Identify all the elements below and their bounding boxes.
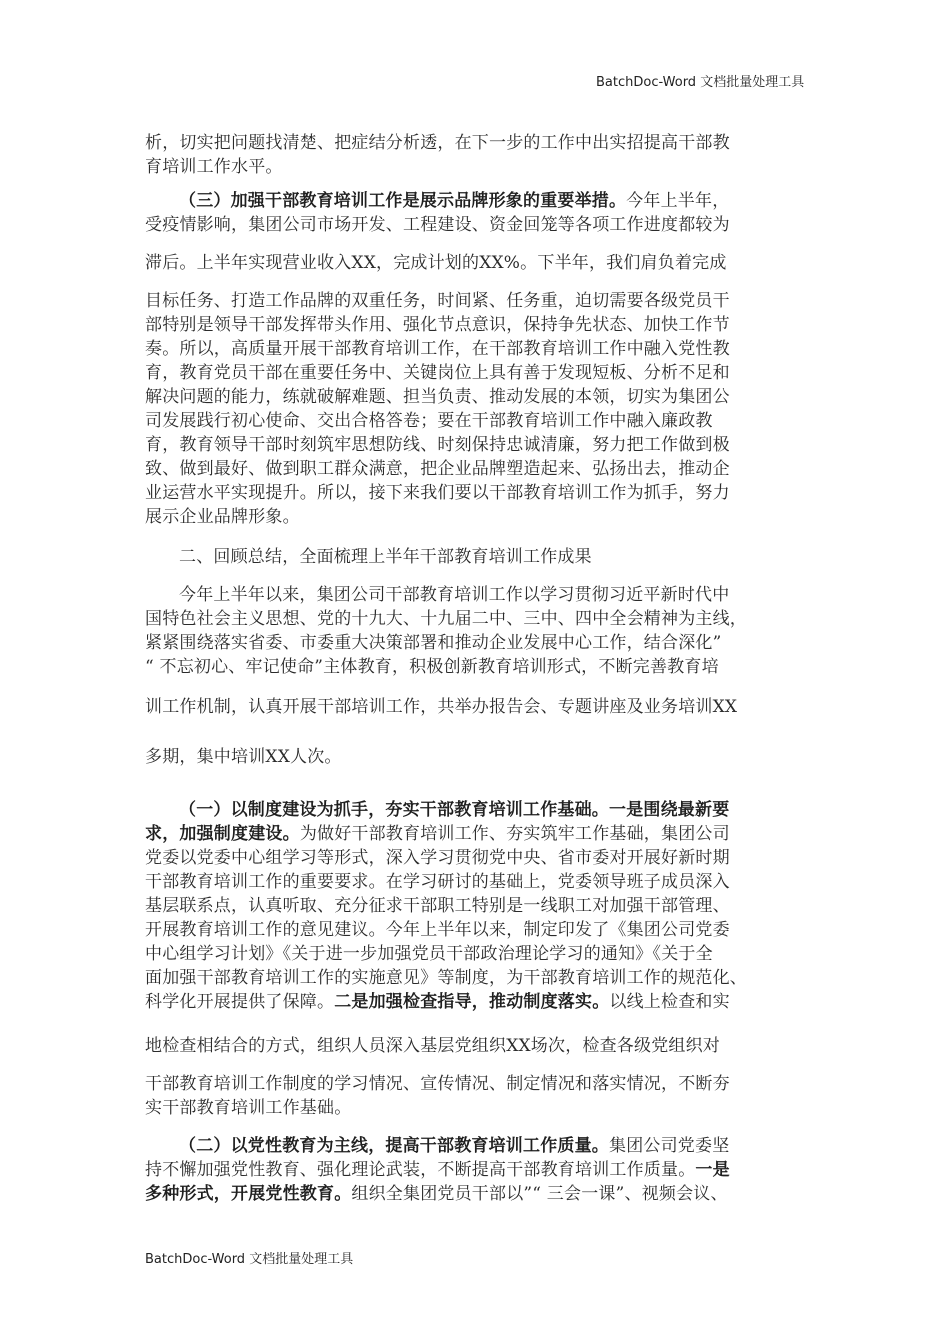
body-line: 干部教育培训工作的重要要求。在学习研讨的基础上，党委领导班子成员深入 — [145, 872, 730, 892]
body-line — [145, 1159, 730, 1181]
body-line: 党委以党委中心组学习等形式，深入学习贯彻党中央、省市委对开展好新时期 — [145, 848, 730, 868]
body-line: 司发展践行初心使命、交出合格答卷；要在干部教育培训工作中融入廉政教 — [145, 411, 713, 431]
body-line: 目标任务、打造工作品牌的双重任务，时间紧、任务重，迫切需要各级党员干 — [145, 291, 730, 311]
body-line: 展示企业品牌形象。 — [145, 507, 300, 527]
body-line — [145, 1183, 728, 1205]
body-text: 今年上半年， — [626, 191, 730, 211]
body-text: 科学化开展提供了保障。 — [145, 992, 335, 1012]
body-text: 持不懈加强党性教育、强化理论武装，不断提高干部教育培训工作质量。 — [145, 1160, 696, 1180]
page-footer: BatchDoc-Word 文档批量处理工具 — [145, 1252, 354, 1267]
body-line — [145, 823, 730, 845]
bold-phrase: 一是 — [695, 1160, 730, 1180]
body-line: 面加强干部教育培训工作的实施意见》等制度，为干部教育培训工作的规范化、 — [145, 968, 747, 988]
body-line: “ 不忘初心、牢记使命”主体教育，积极创新教育培训形式，不断完善教育培 — [145, 657, 719, 677]
body-line: 育，教育党员干部在重要任务中、关键岗位上具有善于发现短板、分析不足和 — [145, 363, 730, 383]
body-text: 为做好干部教育培训工作、夯实筑牢工作基础，集团公司 — [299, 824, 730, 844]
body-line: 育，教育领导干部时刻筑牢思想防线、时刻保持忠诚清廉，努力把工作做到极 — [145, 435, 730, 455]
body-line: 地检查相结合的方式，组织人员深入基层党组织XX场次，检查各级党组织对 — [145, 1036, 721, 1056]
body-line: 业运营水平实现提升。所以，接下来我们要以干部教育培训工作为抓手，努力 — [145, 483, 730, 503]
body-line: 析，切实把问题找清楚、把症结分析透，在下一步的工作中出实招提高干部教 — [145, 133, 730, 153]
body-line: 实干部教育培训工作基础。 — [145, 1098, 352, 1118]
body-line: 开展教育培训工作的意见建议。今年上半年以来，制定印发了《集团公司党委 — [145, 920, 730, 940]
body-line: 育培训工作水平。 — [145, 157, 283, 177]
section-3-heading: （三）加强干部教育培训工作是展示品牌形象的重要举措。 — [179, 191, 627, 211]
bold-phrase: 多种形式，开展党性教育。 — [145, 1184, 352, 1204]
body-line: 基层联系点，认真听取、充分征求干部职工特别是一线职工对加强干部管理、 — [145, 896, 730, 916]
bold-phrase: 求，加强制度建设。 — [145, 824, 300, 844]
body-line: 国特色社会主义思想、党的十九大、十九届二中、三中、四中全会精神为主线， — [145, 609, 747, 629]
body-line — [145, 991, 730, 1013]
section-3-heading-line — [179, 190, 729, 212]
body-line: 解决问题的能力，练就破解难题、担当负责、推动发展的本领，切实为集团公 — [145, 387, 730, 407]
body-line: 干部教育培训工作制度的学习情况、宣传情况、制定情况和落实情况，不断夯 — [145, 1074, 730, 1094]
section-2-heading: 二、回顾总结，全面梳理上半年干部教育培训工作成果 — [179, 547, 592, 567]
subsection-1-heading: （一）以制度建设为抓手，夯实干部教育培训工作基础。一是围绕最新要 — [179, 800, 730, 820]
body-line: 今年上半年以来，集团公司干部教育培训工作以学习贯彻习近平新时代中 — [179, 585, 730, 605]
body-line: 多期，集中培训XX人次。 — [145, 747, 342, 767]
subsection-1-heading-line — [179, 799, 729, 821]
page-header: BatchDoc-Word 文档批量处理工具 — [596, 75, 805, 90]
body-line: 训工作机制，认真开展干部培训工作，共举办报告会、专题讲座及业务培训XX — [145, 697, 738, 717]
body-line: 奏。所以，高质量开展干部教育培训工作，在干部教育培训工作中融入党性教 — [145, 339, 730, 359]
body-line: 部特别是领导干部发挥带头作用、强化节点意识，保持争先状态、加快工作节 — [145, 315, 730, 335]
body-line: 致、做到最好、做到职工群众满意，把企业品牌塑造起来、弘扬出去，推动企 — [145, 459, 730, 479]
body-line: 紧紧围绕落实省委、市委重大决策部署和推动企业发展中心工作，结合深化” — [145, 633, 722, 653]
subsection-2-heading: （二）以党性教育为主线，提高干部教育培训工作质量。 — [179, 1136, 609, 1156]
subsection-2-heading-line — [179, 1135, 729, 1157]
body-text: 以线上检查和实 — [609, 992, 730, 1012]
body-line: 受疫情影响，集团公司市场开发、工程建设、资金回笼等各项工作进度都较为 — [145, 215, 730, 235]
body-line: 滞后。上半年实现营业收入XX，完成计划的XX%。下半年，我们肩负着完成 — [145, 253, 727, 273]
body-text: 组织全集团党员干部以”“ 三会一课”、视频会议、 — [351, 1184, 728, 1204]
body-text: 集团公司党委坚 — [609, 1136, 730, 1156]
bold-phrase: 二是加强检查指导，推动制度落实。 — [334, 992, 610, 1012]
body-line: 中心组学习计划》《关于进一步加强党员干部政治理论学习的通知》《关于全 — [145, 944, 713, 964]
